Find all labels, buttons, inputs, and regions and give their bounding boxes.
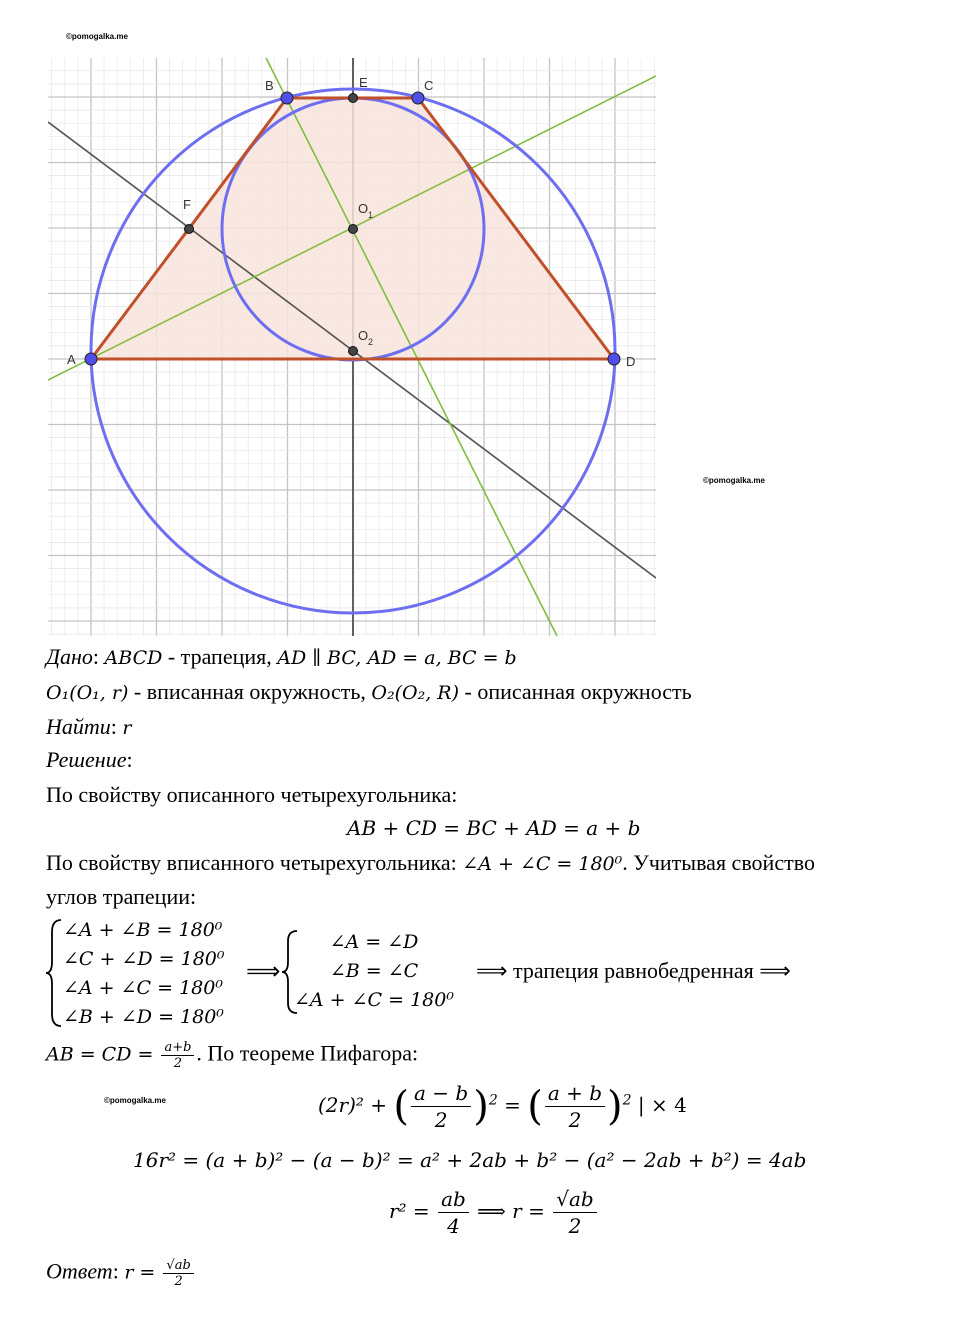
property-2-math: ∠A + ∠C = 180⁰: [462, 853, 623, 875]
given-label: Дано: [46, 644, 93, 669]
solution-label: Решение: [46, 747, 127, 772]
equation-2-right: | × 4: [631, 1093, 687, 1117]
point-a: [85, 353, 97, 365]
inscribed-text: - вписанная окружность,: [128, 679, 372, 704]
property-1: По свойству описанного четырехугольника:: [46, 782, 458, 807]
answer-fraction: [163, 1258, 193, 1289]
property-2: [46, 850, 815, 877]
equation-2-fraction-2: [545, 1080, 605, 1133]
circles-line: [46, 679, 692, 706]
system-2: [294, 928, 454, 1015]
property-2-text: По свойству вписанного четырехугольника:: [46, 850, 463, 875]
label-o2: O: [358, 328, 369, 343]
equation-4-mid: ⟹ r =: [470, 1199, 552, 1223]
eq4-f2-den: 2: [568, 1214, 582, 1238]
fraction-numerator: a+b: [161, 1040, 194, 1056]
label-o2-sub: 2: [368, 337, 374, 347]
fraction-denominator: 2: [173, 1056, 183, 1071]
point-d: [608, 353, 620, 365]
eq2-f2-den: 2: [568, 1108, 582, 1132]
system-2-row-2: ∠B = ∠C: [329, 960, 419, 982]
eq2-f2-num: a + b: [545, 1080, 605, 1107]
answer-line: Ответ: r = $\frac{√ab}{2}$: [46, 1258, 196, 1289]
point-o2: [349, 347, 358, 356]
watermark-top: ©pomogalka.me: [66, 32, 128, 41]
watermark-bottom: ©pomogalka.me: [104, 1096, 166, 1105]
circumscribed-text: - описанная окружность: [459, 679, 692, 704]
equation-1: AB + CD = BC + AD = a + b: [347, 816, 641, 840]
circumscribed-math: O₂(O₂, R): [371, 682, 460, 704]
equation-2-fraction-1: [411, 1080, 471, 1133]
find-math: r: [122, 717, 132, 739]
system-1: [63, 916, 225, 1032]
equal-sides-line: [46, 1040, 418, 1071]
point-c: [412, 92, 424, 104]
answer-denominator: 2: [174, 1274, 183, 1289]
label-d: D: [626, 354, 636, 369]
system-2-row-3: ∠A + ∠C = 180⁰: [294, 989, 454, 1011]
equal-sides-math: AB = CD =: [46, 1043, 160, 1066]
property-2-tail: . Учитывая свойство: [622, 850, 815, 875]
watermark-right: ©pomogalka.me: [703, 476, 765, 485]
equation-4: [389, 1186, 599, 1239]
equation-2: (2r)² + ( $\frac{a - b}{2}$ )$^2$ = ( $\frac{a + b}{2}$ )$^2$ | × 4: [318, 1081, 687, 1132]
given-math-2: AD ∥ BC, AD = a, BC = b: [277, 647, 517, 669]
equal-sides-fraction: [161, 1040, 194, 1071]
answer-label: Ответ: [46, 1258, 113, 1284]
geometry-figure: [48, 58, 656, 636]
find-line: Найти: r: [46, 714, 132, 739]
system-1-row-4: ∠B + ∠D = 180⁰: [63, 1006, 224, 1028]
equation-4-fraction-2: [553, 1186, 596, 1239]
label-a: A: [67, 352, 76, 367]
pythagoras-text: . По теореме Пифагора:: [196, 1040, 419, 1066]
point-f: [185, 225, 194, 234]
conclusion: ⟹ трапеция равнобедренная ⟹: [476, 958, 791, 983]
inscribed-math: O₁(O₁, r): [46, 682, 129, 704]
system-1-row-3: ∠A + ∠C = 180⁰: [63, 977, 223, 999]
label-c: C: [424, 78, 434, 93]
find-label: Найти: [46, 714, 111, 739]
eq2-f1-num: a − b: [411, 1080, 471, 1107]
system-1-brace: [44, 918, 64, 1028]
point-e: [349, 94, 358, 103]
eq4-f1-num: ab: [438, 1186, 469, 1213]
label-e: E: [359, 75, 368, 90]
given-text-1: - трапеция,: [162, 644, 278, 669]
system-2-row-1: ∠A = ∠D: [329, 931, 419, 953]
label-o1-sub: 1: [368, 210, 374, 220]
answer-numerator: √ab: [163, 1258, 193, 1274]
label-b: B: [265, 78, 274, 93]
solution-line: Решение:: [46, 747, 133, 772]
system-1-row-1: ∠A + ∠B = 180⁰: [63, 919, 223, 941]
property-2-continued: углов трапеции:: [46, 884, 197, 909]
system-1-row-2: ∠C + ∠D = 180⁰: [63, 948, 225, 970]
given-math-1: ABCD: [104, 647, 163, 669]
given-line: Дано: ABCD - трапеция, AD ∥ BC, AD = a, BC = b: [46, 644, 517, 669]
eq4-f1-den: 4: [447, 1214, 460, 1238]
point-b: [281, 92, 293, 104]
eq2-f1-den: 2: [434, 1108, 448, 1132]
equation-4-left: r² =: [389, 1199, 437, 1223]
eq4-f2-num: √ab: [553, 1186, 596, 1213]
point-o1: [349, 225, 358, 234]
answer-math: r =: [124, 1261, 162, 1284]
equation-4-fraction-1: [438, 1186, 469, 1239]
label-f: F: [183, 197, 191, 212]
equation-3: 16r² = (a + b)² − (a − b)² = a² + 2ab + b² − (a² − 2ab + b²) = 4ab: [133, 1148, 807, 1172]
label-o1: O: [358, 201, 369, 216]
implies-arrow: ⟹: [246, 959, 281, 985]
equation-2-left: (2r)² +: [318, 1093, 394, 1117]
equation-2-mid: =: [497, 1093, 528, 1117]
